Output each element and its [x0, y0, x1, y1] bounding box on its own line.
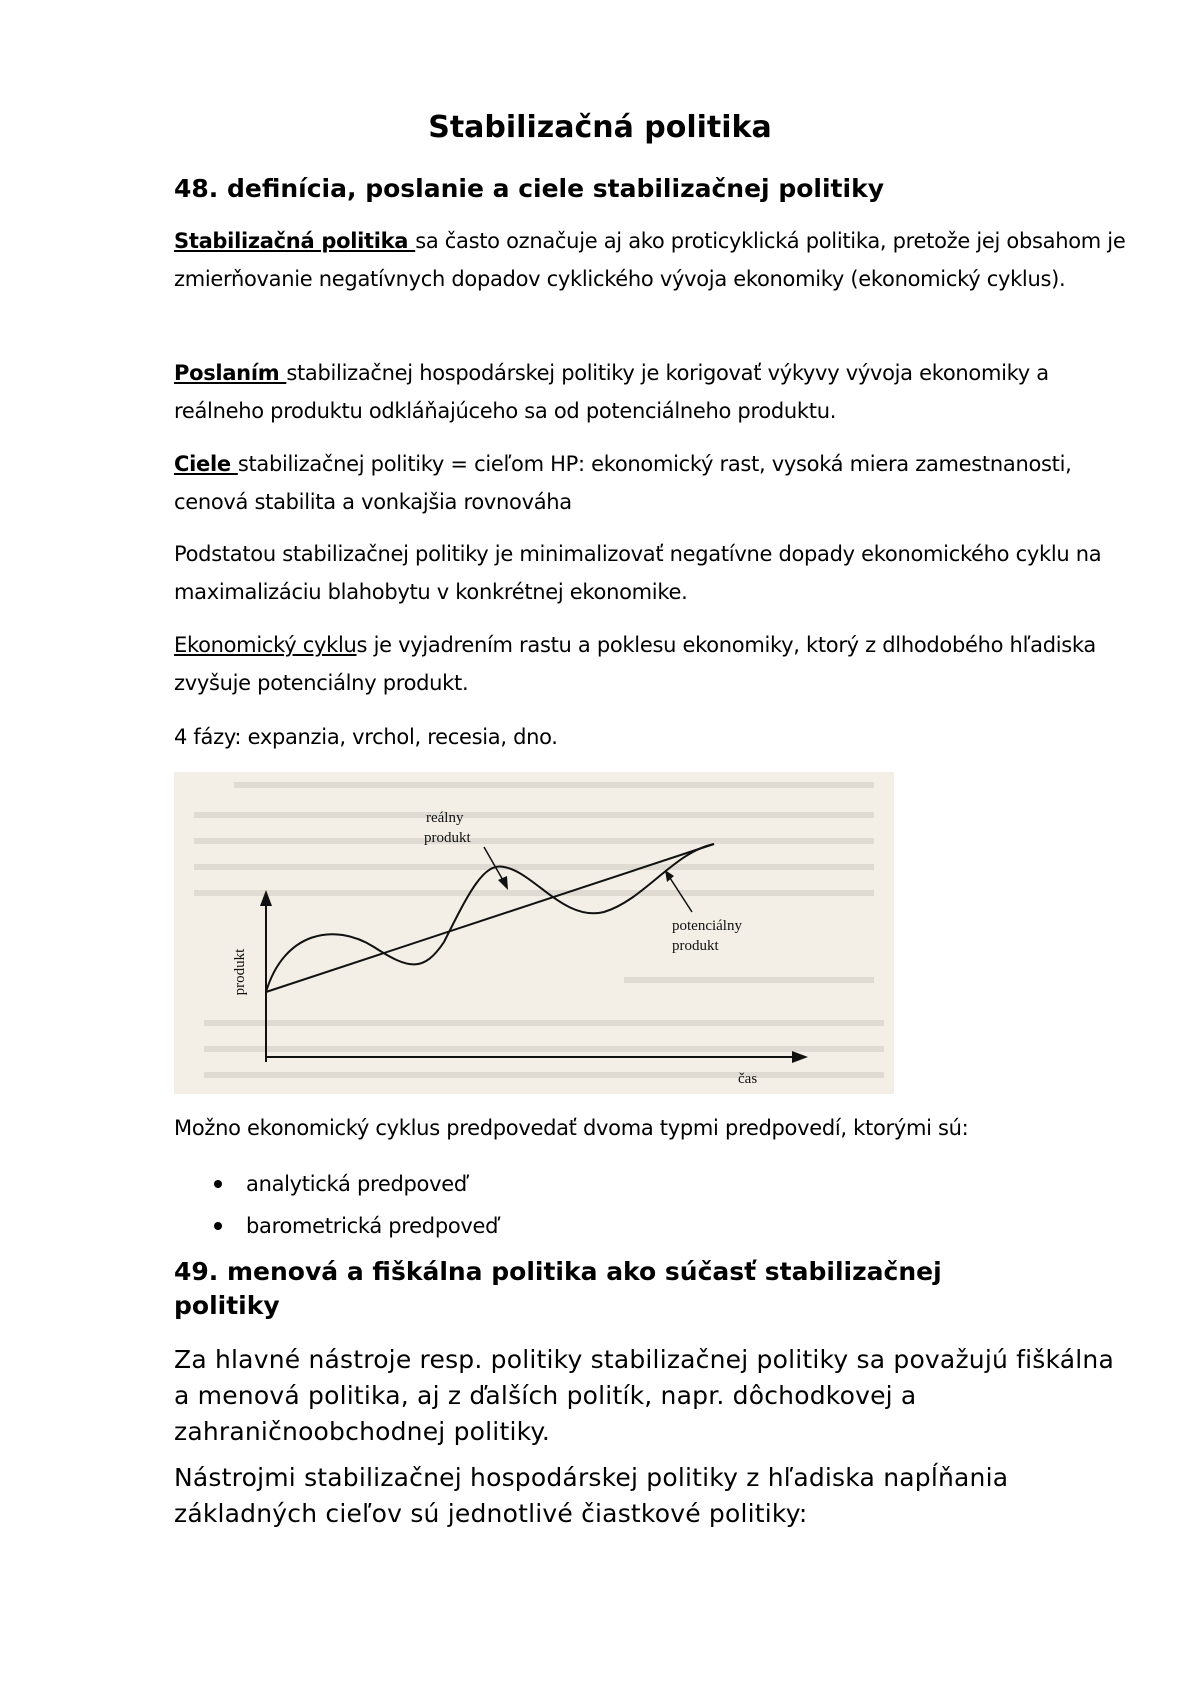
label-real-1: reálny — [426, 810, 464, 826]
paragraph-fazy: 4 fázy: expanzia, vrchol, recesia, dno. — [174, 725, 558, 749]
scan-texture — [194, 782, 884, 1078]
paragraph-definition — [174, 222, 1134, 298]
term-ciele: Ciele — [174, 452, 238, 476]
paragraph-ciele-text: stabilizačnej politiky = cieľom HP: ekonomický rast, vysoká miera zamestnanosti, cenová stabilita a vonkajšia rovnováha — [174, 452, 1072, 514]
paragraph-predpovede: Možno ekonomický cyklus predpovedať dvoma typmi predpovedí, ktorými sú: — [174, 1116, 969, 1140]
y-axis-label: produkt — [232, 948, 248, 996]
list-item-text: analytická predpoveď — [246, 1172, 467, 1196]
paragraph-ekonomicky-cyklus-text: je vyjadrením rastu a poklesu ekonomiky, ktorý z dlhodobého hľadiska zvyšuje potenciálny produkt. — [174, 633, 1096, 695]
bullet-icon — [214, 1222, 222, 1230]
paragraph-poslanie-text: stabilizačnej hospodárskej politiky je korigovať výkyvy vývoja ekonomiky a reálneho produktu odkláňajúceho sa od potenciálneho produktu. — [174, 361, 1049, 423]
term-stabilizacna-politika: Stabilizačná politika — [174, 229, 416, 253]
section-49-heading-line1: 49. menová a fiškálna politika ako súčasť stabilizačnej — [174, 1257, 942, 1286]
prediction-types-list — [174, 1163, 498, 1247]
bullet-icon — [214, 1180, 222, 1188]
x-axis-label: čas — [738, 1071, 758, 1087]
term-poslanim: Poslaním — [174, 361, 287, 385]
x-axis-arrowhead — [792, 1051, 808, 1063]
term-tail: s — [356, 633, 368, 657]
list-item-text: barometrická predpoveď — [246, 1214, 499, 1238]
list-item — [174, 1163, 498, 1205]
label-real-2: produkt — [424, 830, 471, 846]
economic-cycle-diagram — [174, 772, 894, 1094]
label-potential-1: potenciálny — [672, 918, 742, 934]
term-ekonomicky-cyklus: Ekonomický cyklu — [174, 633, 357, 657]
document-title: Stabilizačná politika — [428, 110, 772, 145]
paragraph-nastroje: Za hlavné nástroje resp. politiky stabilizačnej politiky sa považujú fiškálna a menová politika, aj z ďalších politík, napr. dôchodkovej a zahraničnoobchodnej politiky. — [174, 1345, 1114, 1446]
label-potential-2: produkt — [672, 938, 719, 954]
paragraph-ekonomicky-cyklus — [174, 626, 1134, 702]
paragraph-nastrojmi: Nástrojmi stabilizačnej hospodárskej politiky z hľadiska napĺňania základných cieľov sú jednotlivé čiastkové politiky: — [174, 1463, 1009, 1528]
paragraph-definition-text: sa často označuje aj ako proticyklická politika, pretože jej obsahom je zmierňovanie negatívnych dopadov cyklického vývoja ekonomiky (ekonomický cyklus). — [174, 229, 1126, 291]
list-item — [174, 1205, 498, 1247]
paragraph-poslanie — [174, 354, 1134, 430]
potential-product-pointer-head — [665, 870, 674, 882]
economic-cycle-figure — [174, 772, 894, 1094]
section-49-heading — [174, 1255, 1074, 1323]
section-48-heading: 48. definícia, poslanie a ciele stabilizačnej politiky — [174, 174, 884, 203]
real-product-pointer-head — [498, 876, 508, 890]
paragraph-ciele — [174, 445, 1134, 521]
paragraph-podstata: Podstatou stabilizačnej politiky je minimalizovať negatívne dopady ekonomického cyklu na maximalizáciu blahobytu v konkrétnej ekonomike. — [174, 542, 1102, 604]
section-49-heading-line2: politiky — [174, 1291, 280, 1320]
